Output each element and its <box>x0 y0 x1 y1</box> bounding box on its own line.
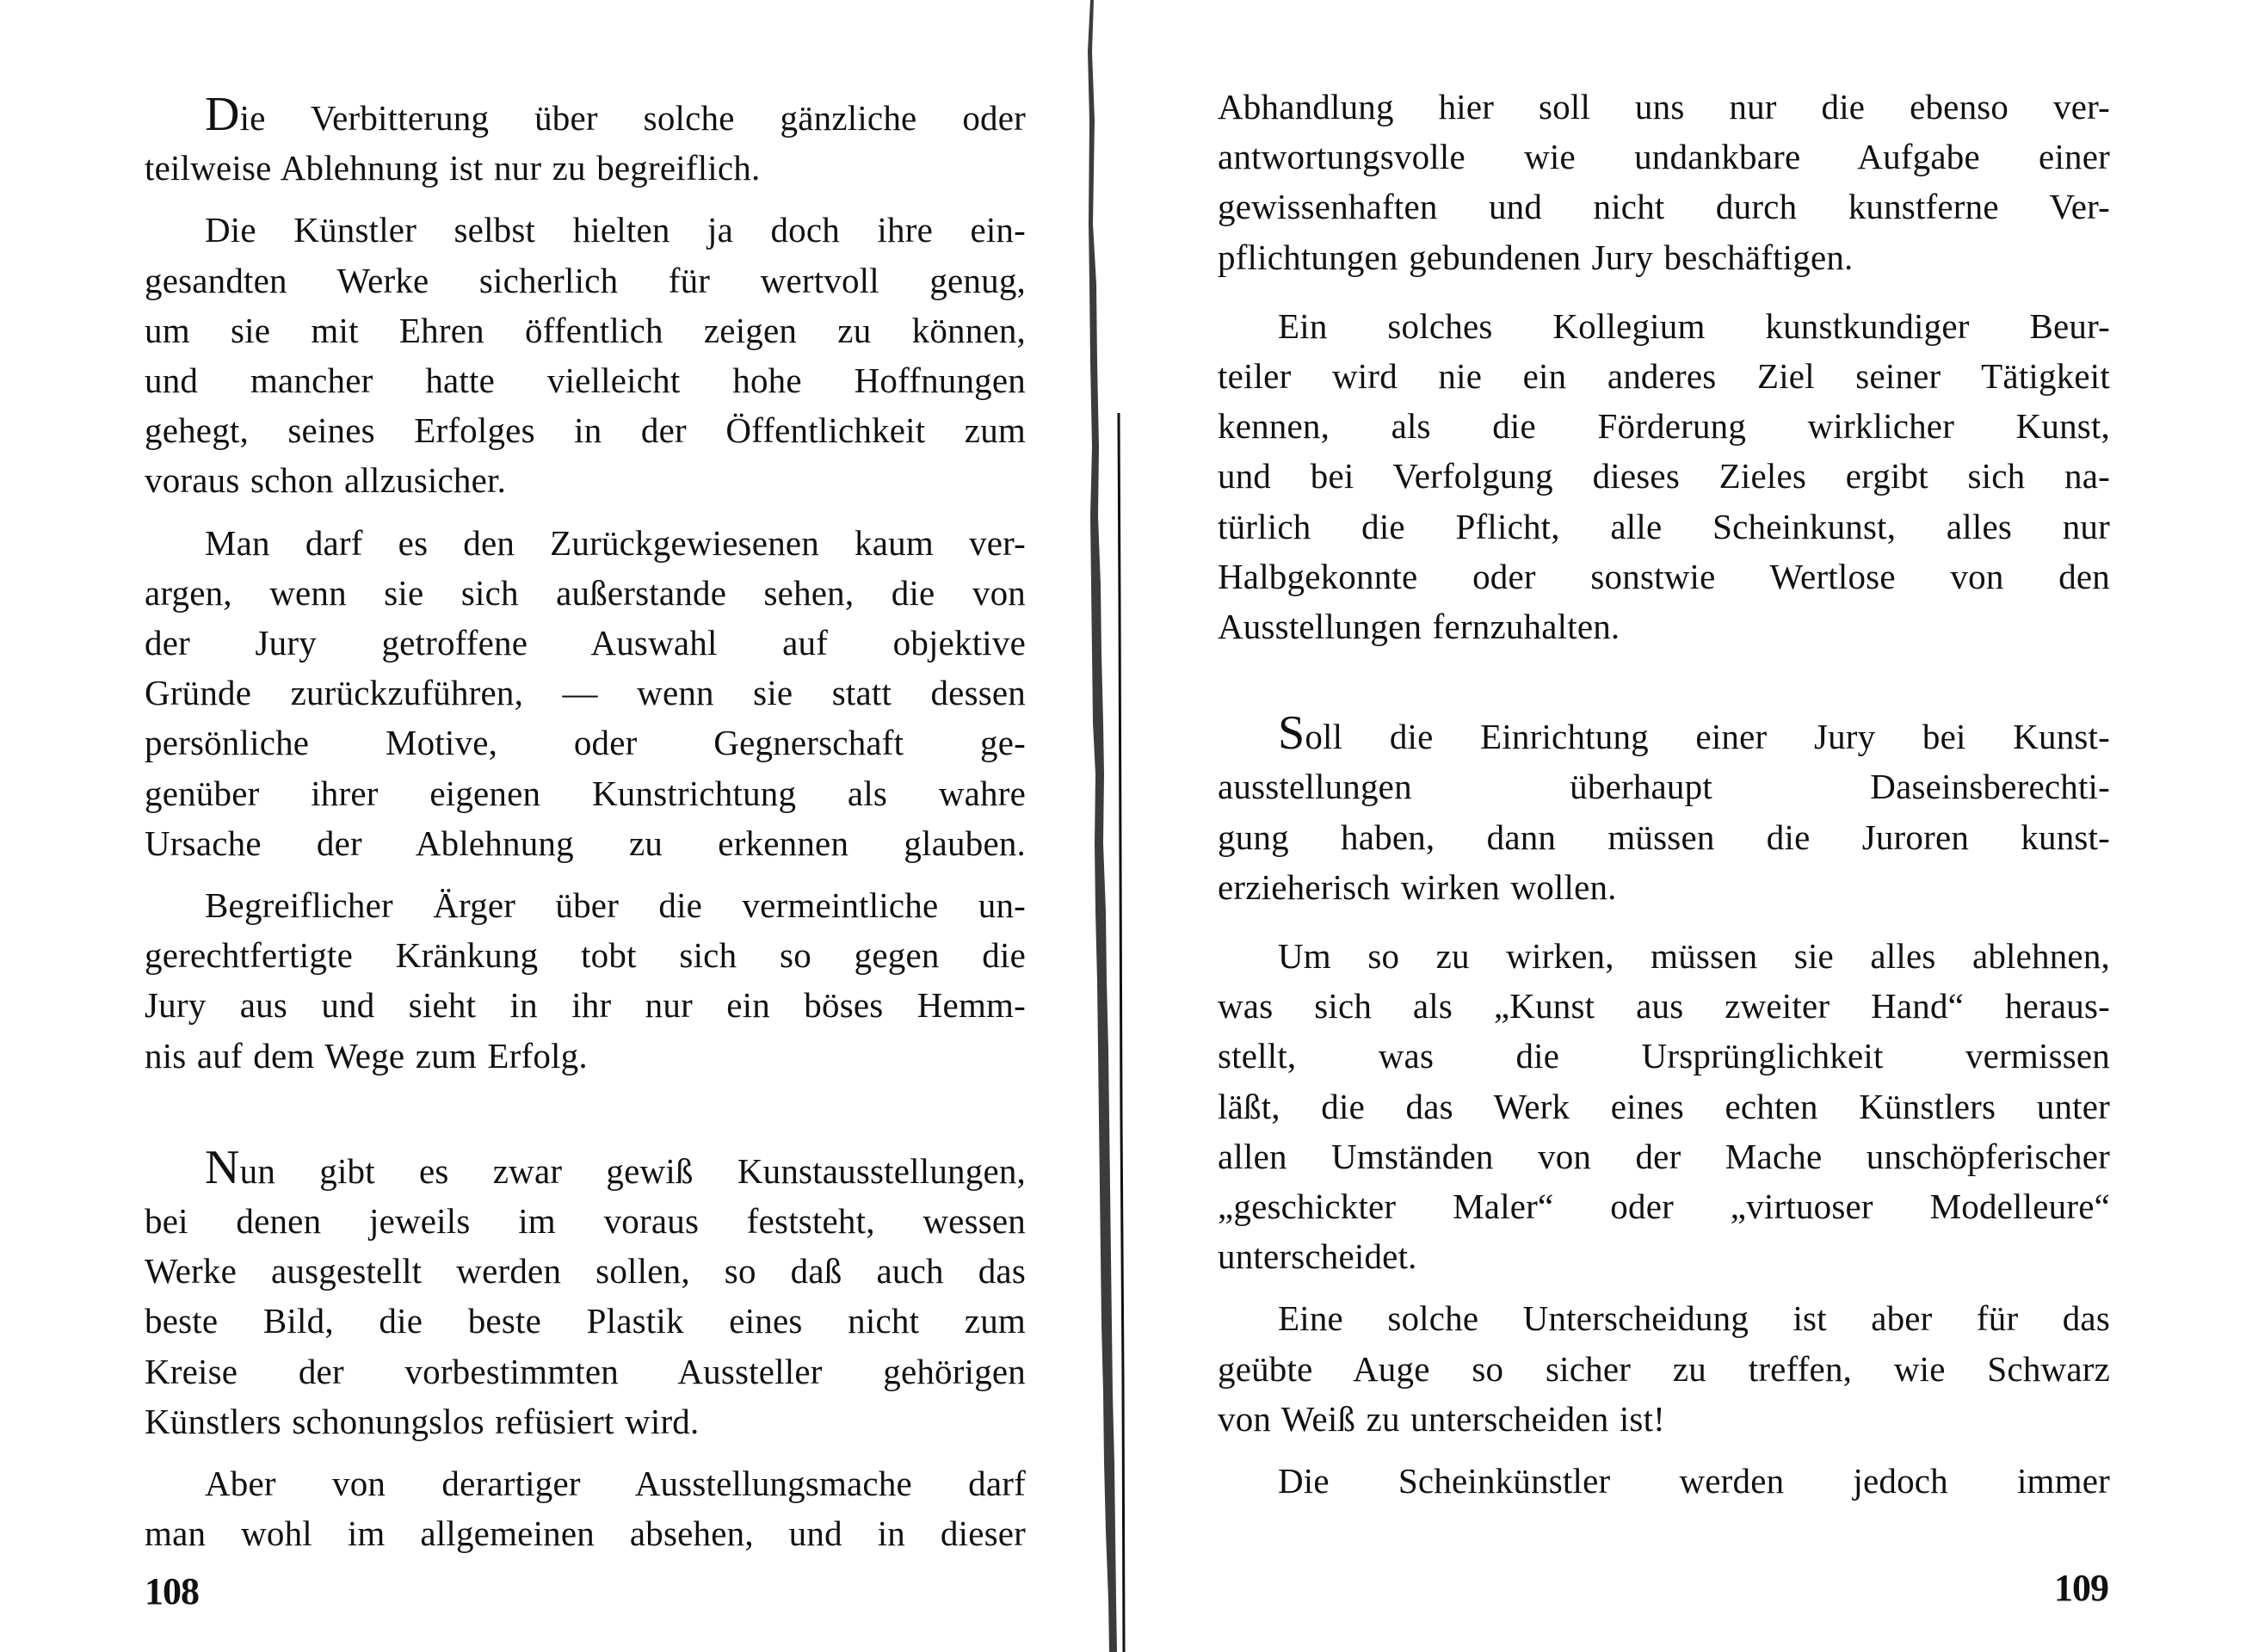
text-line: Begreiflicher Ärger über die vermeintliche un- <box>205 885 1026 926</box>
text-line: Gründe zurückzuführen, — wenn sie statt dessen <box>145 673 1026 713</box>
text-line: beste Bild, die beste Plastik eines nicht zum <box>145 1301 1026 1341</box>
text-line: Kreise der vorbestimmten Aussteller gehörigen <box>145 1351 1026 1391</box>
text-line: voraus schon allzusicher. <box>145 460 507 501</box>
text-line: teiler wird nie ein anderes Ziel seiner Tätigkeit <box>1218 356 2110 397</box>
text-line: ausstellungen überhaupt Daseinsberechti- <box>1218 767 2110 807</box>
text-line: erzieherisch wirken wollen. <box>1218 866 1617 907</box>
text-line: und mancher hatte vielleicht hohe Hoffnungen <box>145 361 1026 401</box>
text-line: bei denen jeweils im voraus feststeht, wessen <box>145 1201 1026 1242</box>
text-line: Eine solche Unterscheidung ist aber für das <box>1278 1298 2110 1339</box>
right-page <box>1136 0 2246 1652</box>
text-line <box>145 1140 1026 1196</box>
text-line-rest: oll die Einrichtung einer Jury bei Kunst- <box>1305 717 2110 757</box>
text-line: pflichtungen gebundenen Jury beschäftigen. <box>1218 237 1854 277</box>
text-line: geübte Auge so sicher zu treffen, wie Schwarz <box>1218 1348 2110 1389</box>
paragraph <box>1218 931 2110 1281</box>
text-line: persönliche Motive, oder Gegnerschaft ge- <box>145 723 1026 763</box>
text-line: gung haben, dann müssen die Juroren kunst- <box>1218 817 2110 857</box>
text-line: Abhandlung hier soll uns nur die ebenso ver- <box>1218 87 2110 126</box>
text-line: türlich die Pflicht, alle Scheinkunst, alles nur <box>1218 506 2110 546</box>
page-number-left: 108 <box>145 1570 199 1612</box>
text-line: antwortungsvolle wie undankbare Aufgabe einer <box>1218 137 2110 177</box>
paragraph <box>1218 82 2110 282</box>
text-line: Werke ausgestellt werden sollen, so daß auch das <box>145 1251 1026 1291</box>
left-text-column <box>145 88 1026 1558</box>
text-line: Künstlers schonungslos refüsiert wird. <box>145 1401 700 1441</box>
left-page <box>0 0 1084 1652</box>
text-line: gerechtfertigte Kränkung tobt sich so gegen die <box>145 935 1026 976</box>
text-line: Ein solches Kollegium kunstkundiger Beur- <box>1278 305 2110 346</box>
text-line <box>145 88 1026 143</box>
text-line: um sie mit Ehren öffentlich zeigen zu können, <box>145 310 1026 350</box>
text-line: läßt, die das Werk eines echten Künstlers unter <box>1218 1086 2110 1126</box>
gutter-line <box>1119 413 1124 1652</box>
paragraph <box>145 1458 1026 1558</box>
paragraph <box>1218 301 2110 651</box>
text-line-rest: un gibt es zwar gewiß Kunstausstellungen, <box>239 1150 1026 1191</box>
text-line: Um so zu wirken, müssen sie alles ablehnen, <box>1278 936 2110 977</box>
text-line: Die Künstler selbst hielten ja doch ihre ein- <box>205 210 1026 250</box>
text-line: allen Umständen von der Mache unschöpferischer <box>1218 1136 2110 1176</box>
text-line: teilweise Ablehnung ist nur zu begreiflich. <box>145 148 761 188</box>
page-number-right: 109 <box>2054 1567 2108 1609</box>
text-line: Die Scheinkünstler werden jedoch immer <box>1278 1461 2110 1501</box>
gutter-shadow <box>1088 0 1117 1652</box>
text-line: was sich als „Kunst aus zweiter Hand“ heraus- <box>1218 986 2110 1026</box>
text-line: argen, wenn sie sich außerstande sehen, die von <box>145 572 1026 613</box>
paragraph <box>1218 1293 2110 1444</box>
text-line: Ursache der Ablehnung zu erkennen glauben. <box>145 823 1026 863</box>
text-line: stellt, was die Ursprünglichkeit vermissen <box>1218 1036 2110 1076</box>
text-line: „geschickter Maler“ oder „virtuoser Modelleure“ <box>1218 1187 2110 1227</box>
text-line: Man darf es den Zurückgewiesenen kaum ver- <box>205 522 1026 563</box>
paragraph <box>1218 706 2110 912</box>
text-line: Aber von derartiger Ausstellungsmache darf <box>205 1464 1026 1504</box>
paragraph <box>145 880 1026 1081</box>
text-line-rest: ie Verbitterung über solche gänzliche oder <box>239 98 1026 138</box>
text-line: nis auf dem Wege zum Erfolg. <box>145 1035 588 1076</box>
text-line: gesandten Werke sicherlich für wertvoll genug, <box>145 260 1026 300</box>
text-line: gewissenhaften und nicht durch kunstferne Ver- <box>1218 187 2110 227</box>
text-line: der Jury getroffene Auswahl auf objektive <box>145 623 1026 663</box>
text-line: kennen, als die Förderung wirklicher Kunst, <box>1218 406 2110 447</box>
drop-capital: N <box>205 1140 240 1194</box>
text-line: und bei Verfolgung dieses Zieles ergibt sich na- <box>1218 456 2110 496</box>
paragraph <box>145 205 1026 505</box>
text-line: Ausstellungen fernzuhalten. <box>1218 607 1620 647</box>
text-line: genüber ihrer eigenen Kunstrichtung als wahre <box>145 773 1026 813</box>
paragraph <box>145 88 1026 193</box>
text-line: man wohl im allgemeinen absehen, und in dieser <box>145 1513 1026 1554</box>
text-line: Halbgekonnte oder sonstwie Wertlose von den <box>1218 556 2110 596</box>
drop-capital: S <box>1278 706 1305 761</box>
text-line: unterscheidet. <box>1218 1236 1417 1277</box>
text-line: gehegt, seines Erfolges in der Öffentlichkeit zum <box>145 410 1026 451</box>
text-line: von Weiß zu unterscheiden ist! <box>1218 1398 1666 1439</box>
paragraph <box>145 518 1026 868</box>
right-text-column <box>1218 82 2110 1506</box>
text-line: Jury aus und sieht in ihr nur ein böses Hemm- <box>145 985 1026 1026</box>
text-line <box>1218 706 2110 761</box>
paragraph <box>145 1140 1026 1446</box>
paragraph <box>1218 1456 2110 1506</box>
drop-capital: D <box>205 88 240 141</box>
